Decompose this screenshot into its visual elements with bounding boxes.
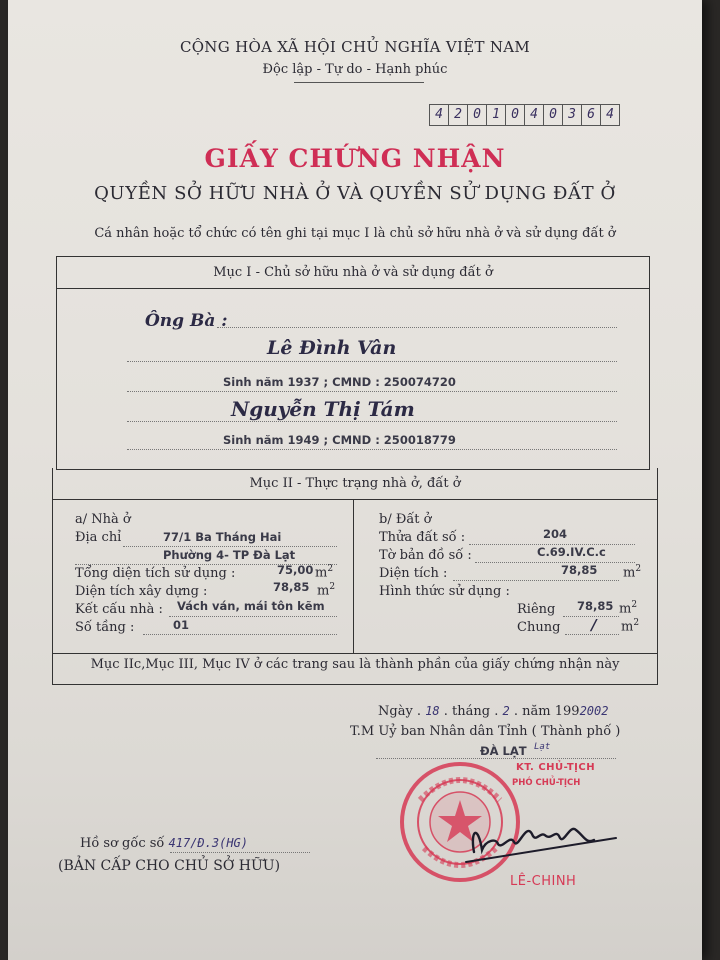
dotted-line	[217, 327, 617, 328]
total-area-label: Tổng diện tích sử dụng :	[75, 566, 236, 581]
serial-digit: 4	[606, 107, 614, 122]
map-label: Tờ bản đồ số :	[379, 548, 472, 563]
serial-digit: 4	[430, 105, 449, 125]
total-area-unit: $m^2$	[315, 564, 334, 581]
owner2-details: Sinh năm 1949 ; CMND : 250018779	[223, 433, 456, 447]
floors-value: 01	[173, 618, 190, 632]
shared-value: /	[591, 616, 597, 634]
intro-statement: Cá nhân hoặc tổ chức có tên ghi tại mục I là chủ sở hữu nhà ở và sử dụng đất ở	[94, 226, 616, 241]
issue-day: 18	[425, 704, 440, 718]
issue-date: Ngày . 18 . tháng . 2 . năm 1992002	[378, 704, 609, 719]
land-area-value: 78,85	[561, 563, 598, 577]
document-title: GIẤY CHỨNG NHẬN	[204, 144, 506, 173]
owner2-name: Nguyễn Thị Tám	[231, 397, 415, 421]
stamp-title-line2: PHÓ CHỦ-TỊCH	[512, 778, 581, 788]
issuing-city: ĐÀ LẠT	[480, 744, 527, 758]
private-label: Riêng	[517, 602, 556, 617]
serial-digit: 0	[506, 105, 525, 125]
signature-icon	[456, 800, 626, 870]
dotted-line	[169, 616, 337, 617]
document-subtitle: QUYỀN SỞ HỮU NHÀ Ở VÀ QUYỀN SỬ DỤNG ĐẤT Ở	[94, 183, 616, 204]
built-area-unit: $m^2$	[317, 582, 336, 599]
dotted-line	[127, 421, 617, 422]
address-line1: 77/1 Ba Tháng Hai	[163, 530, 282, 544]
plot-value: 204	[543, 527, 568, 541]
dotted-line	[143, 634, 337, 635]
map-value: C.69.IV.C.c	[537, 545, 606, 559]
private-unit: $m^2$	[619, 600, 638, 617]
certificate-page	[8, 0, 702, 960]
owner1-name: Lê Đình Vân	[267, 337, 397, 359]
column-divider	[353, 500, 354, 653]
republic-header: CỘNG HÒA XÃ HỘI CHỦ NGHĨA VIỆT NAM	[179, 38, 531, 56]
plot-label: Thửa đất số :	[379, 530, 466, 545]
serial-digit: 4	[525, 105, 544, 125]
floors-label: Số tầng :	[75, 620, 135, 635]
address-line2: Phường 4- TP Đà Lạt	[163, 548, 296, 562]
dotted-line	[475, 562, 635, 563]
serial-digit: 3	[563, 105, 582, 125]
total-area-value: 75,00	[277, 563, 314, 577]
file-number-value: 417/Đ.3(HG)	[168, 836, 248, 850]
issue-year: 2002	[579, 704, 609, 718]
section-property-heading: Mục II - Thực trạng nhà ở, đất ở	[53, 468, 657, 500]
private-value: 78,85	[577, 599, 614, 613]
section-owners	[56, 256, 650, 470]
serial-digit: 6	[582, 105, 601, 125]
signer-name: LÊ-CHINH	[510, 874, 577, 889]
serial-digit: 2	[449, 105, 468, 125]
serial-digit: 0	[468, 105, 487, 125]
section-footer-note: Mục IIc,Mục III, Mục IV ở các trang sau là thành phần của giấy chứng nhận này	[90, 657, 620, 672]
motto-underline	[294, 82, 424, 83]
dotted-line	[123, 546, 337, 547]
national-motto: Độc lập - Tự do - Hạnh phúc	[262, 62, 448, 77]
dotted-line	[565, 634, 619, 635]
stamp-title-line1: KT. CHỦ-TỊCH	[516, 762, 596, 773]
address-label: Địa chỉ	[75, 530, 122, 545]
section-property	[52, 468, 658, 685]
dotted-line	[170, 852, 310, 853]
section-owners-heading: Mục I - Chủ sở hữu nhà ở và sử dụng đất ở	[57, 257, 649, 289]
serial-digit: 0	[544, 105, 563, 125]
serial-number-box	[429, 104, 620, 126]
house-heading: a/ Nhà ở	[75, 512, 131, 527]
structure-label: Kết cấu nhà :	[75, 602, 163, 617]
owner1-details: Sinh năm 1937 ; CMND : 250074720	[223, 375, 456, 389]
dotted-line	[453, 580, 619, 581]
issuing-authority: T.M Uỷ ban Nhân dân Tỉnh ( Thành phố )	[350, 724, 621, 739]
land-area-label: Diện tích :	[379, 566, 448, 581]
issuing-city-handwritten: Lạt	[534, 742, 551, 752]
shared-label: Chung	[517, 620, 561, 635]
land-area-unit: $m^2$	[623, 564, 642, 581]
serial-digit: 1	[487, 105, 506, 125]
dotted-line	[127, 391, 617, 392]
built-area-value: 78,85	[273, 580, 310, 594]
copy-note: (BẢN CẤP CHO CHỦ SỞ HỮU)	[58, 858, 281, 874]
dotted-line	[127, 361, 617, 362]
dotted-line	[127, 449, 617, 450]
file-number: Hồ sơ gốc số 417/Đ.3(HG)	[80, 836, 248, 851]
land-heading: b/ Đất ở	[379, 512, 432, 527]
salutation: Ông Bà :	[145, 311, 228, 331]
built-area-label: Diện tích xây dựng :	[75, 584, 208, 599]
structure-value: Vách ván, mái tôn kẽm	[177, 599, 325, 613]
footer-divider	[53, 653, 657, 654]
shared-unit: $m^2$	[621, 618, 640, 635]
usage-label: Hình thức sử dụng :	[379, 584, 510, 599]
issue-month: 2	[502, 704, 510, 718]
dotted-line	[376, 758, 616, 759]
